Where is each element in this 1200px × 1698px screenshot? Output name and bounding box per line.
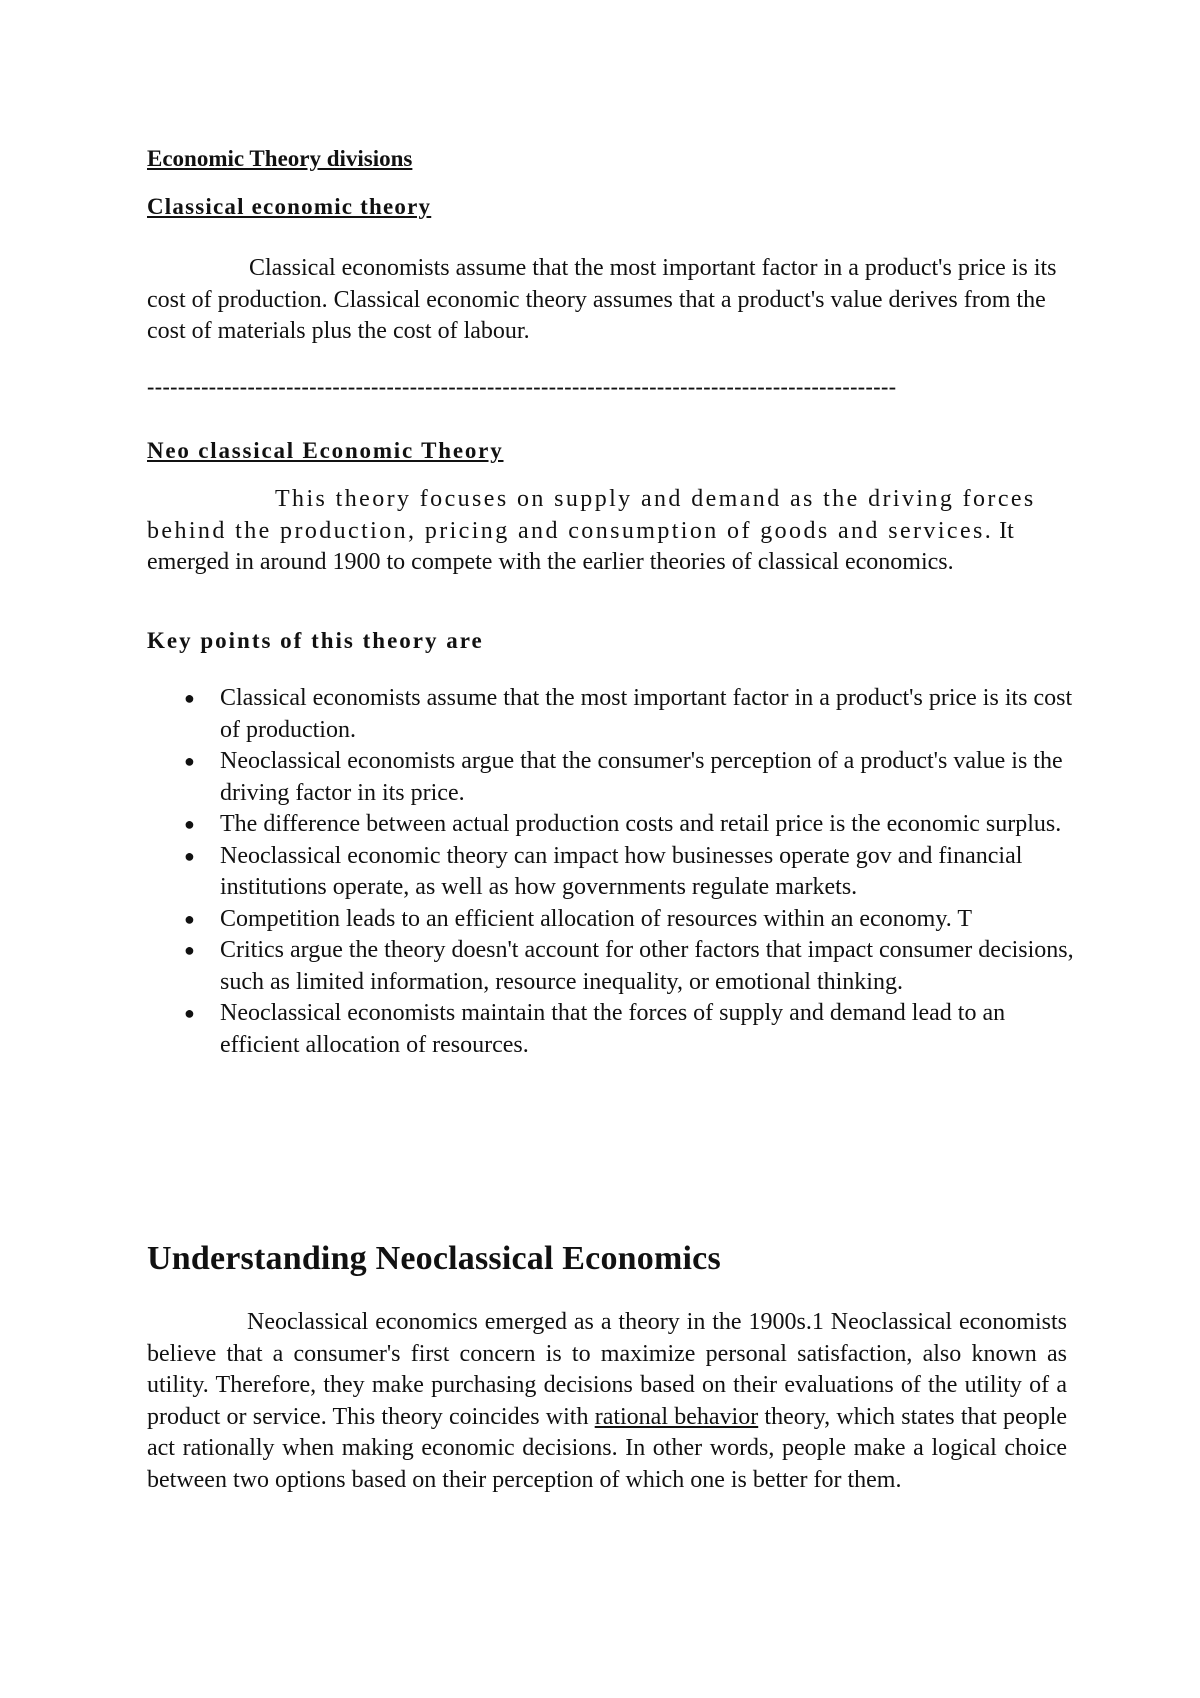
bullet-icon: ● xyxy=(184,845,195,866)
key-points-list xyxy=(147,683,1077,1061)
rational-behavior-link[interactable]: rational behavior xyxy=(594,1403,759,1430)
list-item-text: Classical economists assume that the most important factor in a product's price is its cost of production. xyxy=(220,685,1073,743)
bullet-icon: ● xyxy=(184,814,195,834)
neoclassical-paragraph-rest-text: It emerged in around 1900 to compete with the earlier theories of classical economics. xyxy=(147,517,1014,575)
classical-theory-paragraph: Classical economists assume that the most important factor in a product's price is its cost of production. Classical economic theory assumes that a product's value derives from the cost of materials plus the cost of labour. xyxy=(147,255,1057,344)
section-divider: ------------------------------------------------------------------------------------------------- xyxy=(147,374,897,399)
list-item xyxy=(147,935,1077,998)
bullet-icon: ● xyxy=(184,940,195,960)
neoclassical-theory-heading: Neo classical Economic Theory xyxy=(147,438,504,463)
list-item-text: Critics argue the theory doesn't account for other factors that impact consumer decisions, such as limited information, resource inequality, or emotional thinking. xyxy=(220,937,1074,995)
list-item xyxy=(147,746,1077,809)
list-item-text: Neoclassical economists argue that the consumer's perception of a product's value is the driving factor in its price. xyxy=(220,748,1063,806)
list-item-text: Neoclassical economic theory can impact how businesses operate gov and financial institutions operate, as well as how governments regulate markets. xyxy=(220,842,1023,900)
bullet-icon: ● xyxy=(184,688,195,708)
classical-theory-heading: Classical economic theory xyxy=(147,194,432,219)
list-item xyxy=(147,841,1077,904)
neoclassical-paragraph-spaced-text: This theory focuses on supply and demand as the driving forces behind the production, pricing and consumption of goods and services. xyxy=(147,486,1036,544)
list-item-text: Neoclassical economists maintain that the forces of supply and demand lead to an efficient allocation of resources. xyxy=(220,1000,1006,1058)
list-item xyxy=(147,683,1077,746)
list-item-text: The difference between actual production costs and retail price is the economic surplus. xyxy=(220,811,1062,837)
bullet-icon: ● xyxy=(184,1003,195,1023)
neoclassical-theory-paragraph xyxy=(147,484,1047,579)
understanding-paragraph-text-after-link: theory, which states that people act rationally when making economic decisions. In other words, people make a logical choice between two options based on their perception of which one is better for them. xyxy=(147,1403,1068,1493)
document-title: Economic Theory divisions xyxy=(147,146,413,171)
list-item xyxy=(147,904,1077,936)
understanding-paragraph-text-before-link: Neoclassical economics emerged as a theory in the 1900s.1 Neoclassical economists believe that a consumer's first concern is to maximize personal satisfaction, also known as utility. Therefore, they make purchasing decisions based on their evaluations of the utility of a product or service. This theory coincides with xyxy=(147,1309,1067,1430)
key-points-heading: Key points of this theory are xyxy=(147,628,484,653)
list-item-text: Competition leads to an efficient allocation of resources within an economy. T xyxy=(220,905,973,932)
understanding-neoclassical-heading: Understanding Neoclassical Economics xyxy=(147,1240,721,1277)
list-item xyxy=(147,809,1077,841)
list-item xyxy=(147,998,1077,1061)
bullet-icon: ● xyxy=(184,908,195,929)
understanding-neoclassical-paragraph xyxy=(147,1307,1067,1496)
bullet-icon: ● xyxy=(184,751,195,771)
